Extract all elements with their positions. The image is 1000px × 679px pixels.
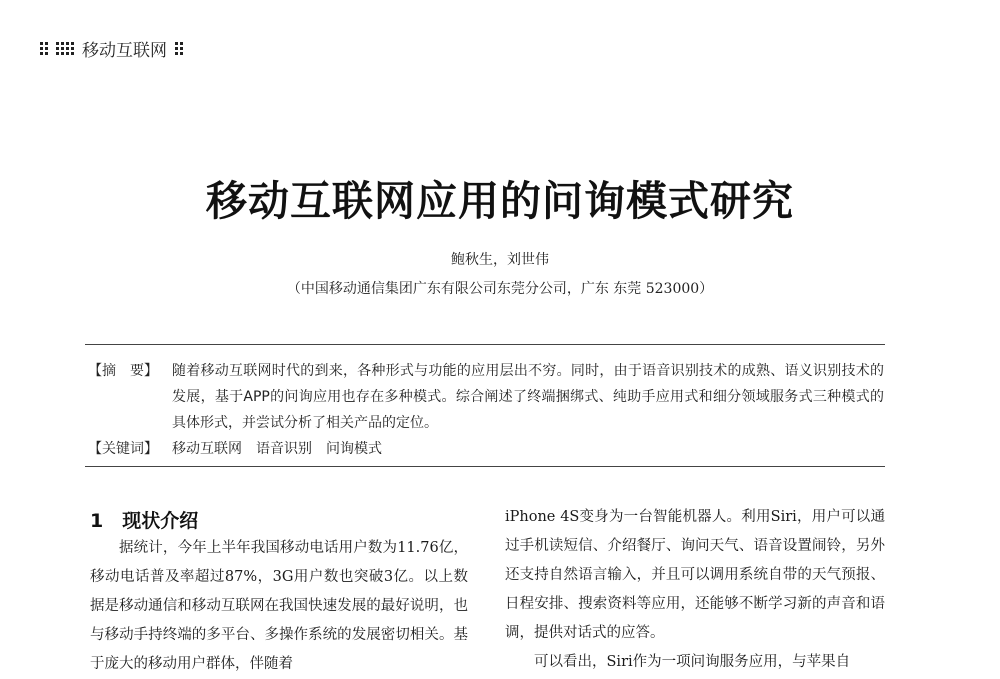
decorative-dots-icon [175, 42, 183, 55]
affiliation: （中国移动通信集团广东有限公司东莞分公司，广东 东莞 523000） [286, 281, 714, 297]
keywords-label: 【关键词】 [88, 441, 158, 457]
section-heading: 1 现状介绍 [90, 510, 199, 532]
body-paragraph: 可以看出，Siri作为一项问询服务应用，与苹果自 [534, 654, 851, 670]
abstract-text: 随着移动互联网时代的到来，各种形式与功能的应用层出不穷。同时，由于语音识别技术的成熟、语义识别技术的发展，基于APP的问询应用也存在多种模式。综合阐述了终端捆绑式、纯助手应用式和细分领域服务式三种模式的具体形式，并尝试分析了相关产品的定位。 [172, 363, 884, 431]
body-column-left [90, 534, 468, 679]
body-column-right [505, 503, 885, 677]
running-header [40, 36, 183, 61]
paper-title: 移动互联网应用的问询模式研究 [206, 177, 794, 225]
keywords-text: 移动互联网 语音识别 问询模式 [172, 441, 382, 457]
abstract-label: 【摘 要】 [88, 363, 158, 379]
decorative-dots-icon [40, 42, 48, 55]
authors: 鲍秋生，刘世伟 [451, 252, 549, 268]
journal-section-label: 移动互联网 [82, 41, 167, 61]
divider [85, 466, 885, 467]
body-paragraph: iPhone 4S变身为一台智能机器人。利用Siri，用户可以通过手机读短信、介绍餐厅、询问天气、语音设置闹铃，另外还支持自然语言输入，并且可以调用系统自带的天气预报、日程安排、搜索资料等应用，还能够不断学习新的声音和语调，提供对话式的应答。 [505, 509, 885, 641]
divider [85, 344, 885, 345]
decorative-dots-icon [56, 42, 74, 55]
body-paragraph: 据统计，今年上半年我国移动电话用户数为11.76亿，移动电话普及率超过87%，3G用户数也突破3亿。以上数据是移动通信和移动互联网在我国快速发展的最好说明，也与移动手持终端的多平台、多操作系统的发展密切相关。基于庞大的移动用户群体，伴随着 [90, 540, 468, 672]
